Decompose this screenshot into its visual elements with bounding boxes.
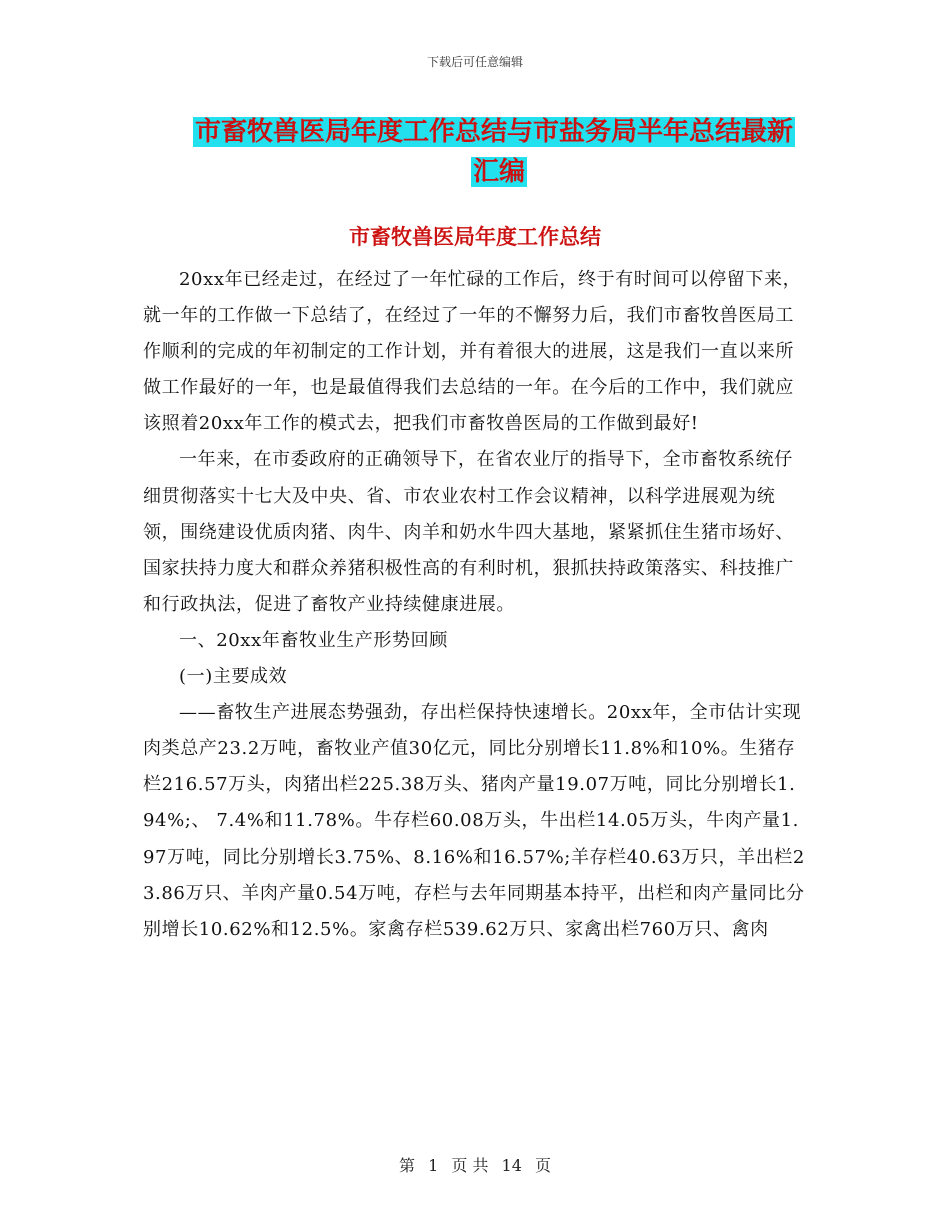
paragraph-2: 一年来，在市委政府的正确领导下，在省农业厅的指导下，全市畜牧系统仔细贯彻落实十七大及中央、省、市农业农村工作会议精神，以科学进展观为统领，围绕建设优质肉猪、肉牛、肉羊和奶水牛四大基地，紧紧抓住生猪市场好、国家扶持力度大和群众养猪积极性高的有利时机，狠抓扶持政策落实、科技推广和行政执法，促进了畜牧产业持续健康进展。: [143, 449, 794, 615]
document-body: [143, 262, 807, 948]
section-title: 市畜牧兽医局年度工作总结: [349, 225, 601, 249]
footer-prefix: 第: [398, 1156, 415, 1175]
footer-suffix: 页: [535, 1156, 552, 1175]
heading-review: 一、20xx年畜牧业生产形势回顾: [179, 629, 448, 651]
paragraph-3: ——畜牧生产进展态势强劲，存出栏保持快速增长。20xx年，全市估计实现肉类总产23.2万吨，畜牧业产值30亿元，同比分别增长11.8%和10%。生猪存栏216.57万头，肉猪出栏225.38万头、猪肉产量19.07万吨，同比分别增长1.94%;、 7.4%和11.78%。牛存栏60.08万头，牛出栏14.05万头，牛肉产量1.97万吨，同比分别增长3.75%、8.16%和16.57%;羊存栏40.63万只，羊出栏23.86万只、羊肉产量0.54万吨，存栏与去年同期基本持平，出栏和肉产量同比分别增长10.62%和12.5%。家禽存栏539.62万只、家禽出栏760万只、禽肉: [143, 702, 805, 940]
document-title-line2: 汇编: [472, 157, 525, 187]
paragraph-1: 20xx年已经走过，在经过了一年忙碌的工作后，终于有时间可以停留下来，就一年的工作做一下总结了，在经过了一年的不懈努力后，我们市畜牧兽医局工作顺利的完成的年初制定的工作计划，并有着很大的进展，这是我们一直以来所做工作最好的一年，也是最值得我们去总结的一年。在今后的工作中，我们就应该照着20xx年工作的模式去，把我们市畜牧兽医局的工作做到最好!: [143, 269, 802, 435]
footer-middle: 页 共: [451, 1156, 489, 1175]
footer-total-pages: 14: [501, 1156, 522, 1175]
page-number-footer: [0, 1153, 950, 1176]
footer-page-number: 1: [428, 1156, 439, 1175]
document-title: [193, 112, 805, 192]
heading-achievements: (一)主要成效: [179, 666, 288, 688]
document-title-line1: 市畜牧兽医局年度工作总结与市盐务局半年总结最新: [195, 117, 794, 147]
header-note: 下载后可任意编辑: [426, 55, 523, 69]
